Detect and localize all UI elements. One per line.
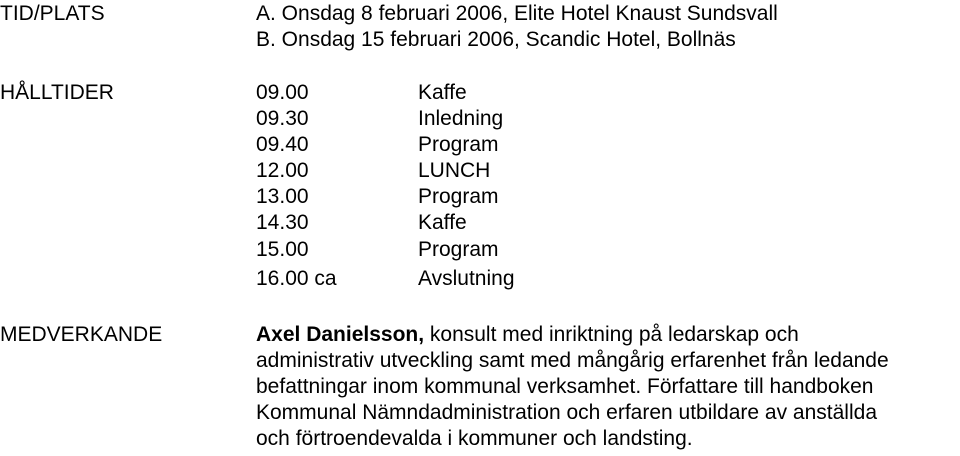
- participant-bio-line: administrativ utveckling samt med mångårig erfarenhet från ledande: [256, 349, 889, 372]
- schedule-label: HÅLLTIDER: [0, 81, 114, 104]
- participant-bio-line: Kommunal Nämndadministration och erfaren utbildare av anställda: [256, 401, 877, 424]
- schedule-activity: Kaffe: [418, 211, 467, 234]
- participant-bio-line: och förtroendevalda i kommuner och landsting.: [256, 427, 693, 450]
- schedule-activity: Program: [418, 238, 499, 261]
- place-label: TID/PLATS: [0, 2, 105, 25]
- place-line-b: B. Onsdag 15 februari 2006, Scandic Hotel, Bollnäs: [256, 28, 736, 51]
- schedule-time: 13.00: [256, 185, 309, 208]
- schedule-time: 12.00: [256, 159, 309, 182]
- schedule-activity: Program: [418, 185, 499, 208]
- schedule-activity: Program: [418, 133, 499, 156]
- schedule-activity: Kaffe: [418, 81, 467, 104]
- schedule-time: 15.00: [256, 238, 309, 261]
- schedule-time: 09.00: [256, 81, 309, 104]
- participant-name: Axel Danielsson,: [256, 323, 425, 346]
- schedule-time: 09.30: [256, 107, 309, 130]
- participant-bio-line: [256, 322, 799, 348]
- schedule-activity: Inledning: [418, 107, 504, 130]
- participant-bio-start: konsult med inriktning på ledarskap och: [424, 323, 799, 346]
- participants-label: MEDVERKANDE: [0, 323, 163, 346]
- schedule-time: 14.30: [256, 211, 309, 234]
- schedule-activity: Avslutning: [418, 267, 515, 290]
- schedule-time: 09.40: [256, 133, 309, 156]
- schedule-time: 16.00 ca: [256, 267, 337, 290]
- place-line-a: A. Onsdag 8 februari 2006, Elite Hotel Knaust Sundsvall: [256, 2, 778, 25]
- schedule-activity: LUNCH: [418, 159, 491, 182]
- participant-bio-line: befattningar inom kommunal verksamhet. Författare till handboken: [256, 375, 874, 398]
